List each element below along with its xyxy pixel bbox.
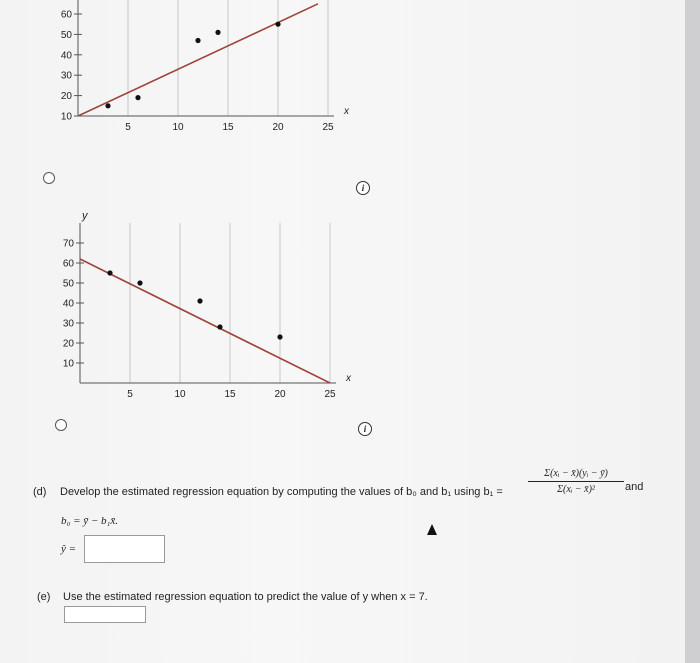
prediction-input[interactable]	[64, 606, 146, 623]
data-point	[277, 334, 282, 339]
y-tick-label: 40	[60, 50, 72, 62]
info-icon[interactable]: i	[356, 181, 370, 195]
x-tick-label: 10	[172, 122, 184, 133]
x-tick-label: 5	[125, 122, 131, 133]
x-tick-label: 10	[174, 389, 186, 400]
data-point	[137, 280, 142, 285]
yhat-input[interactable]	[84, 535, 165, 563]
x-tick-label: 20	[274, 389, 286, 400]
regression-line	[78, 4, 318, 116]
x-tick-label: 25	[322, 122, 334, 133]
y-tick-label: 70	[62, 238, 74, 250]
data-point	[217, 324, 222, 329]
y-tick-label: 20	[62, 338, 74, 350]
data-point	[135, 95, 140, 100]
scrollbar-track[interactable]	[685, 0, 700, 663]
scatter-chart-2	[50, 205, 360, 410]
x-tick-label: 15	[224, 389, 236, 400]
radio-option-c[interactable]	[43, 172, 55, 184]
question-d-label: (d)	[33, 486, 47, 498]
b0-formula: b₀ = ȳ − b₁x̄.	[61, 515, 119, 527]
y-tick-label: 10	[60, 111, 72, 123]
x-tick-label: 20	[272, 122, 284, 133]
y-tick-label: 60	[60, 9, 72, 21]
yhat-label: ŷ =	[61, 543, 77, 555]
regression-line	[80, 259, 330, 383]
b1-formula-fraction	[528, 468, 624, 495]
data-point	[195, 38, 200, 43]
y-tick-label: 30	[60, 70, 72, 82]
y-tick-label: 60	[62, 258, 74, 270]
x-tick-label: 15	[222, 122, 234, 133]
y-tick-label: 40	[62, 298, 74, 310]
scatter-chart-1	[50, 0, 360, 170]
radio-option-d[interactable]	[55, 419, 67, 431]
data-point	[197, 298, 202, 303]
question-e-label: (e)	[37, 591, 51, 603]
mouse-cursor-icon	[427, 524, 437, 535]
data-point	[107, 270, 112, 275]
question-d-text: Develop the estimated regression equation by computing the values of b₀ and b₁ using b₁ =	[60, 486, 503, 498]
info-icon[interactable]: i	[358, 422, 372, 436]
data-point	[215, 30, 220, 35]
question-e-text: Use the estimated regression equation to predict the value of y when x = 7.	[63, 591, 428, 603]
y-tick-label: 20	[60, 91, 72, 103]
formula-denominator: Σ(xᵢ − x̄)²	[557, 484, 595, 495]
x-tick-label: 25	[324, 389, 336, 400]
y-tick-label: 30	[62, 318, 74, 330]
y-tick-label: 50	[62, 278, 74, 290]
y-tick-label: 10	[62, 358, 74, 370]
data-point	[105, 103, 110, 108]
formula-numerator: Σ(xᵢ − x̄)(yᵢ − ȳ)	[544, 468, 608, 479]
y-tick-label: 50	[60, 29, 72, 41]
x-tick-label: 5	[127, 389, 133, 400]
data-point	[275, 22, 280, 27]
y-axis-label: y	[82, 210, 88, 222]
and-text: and	[625, 481, 644, 493]
x-axis-label: x	[346, 373, 351, 384]
fraction-bar	[528, 481, 624, 482]
x-axis-label: x	[344, 106, 349, 117]
